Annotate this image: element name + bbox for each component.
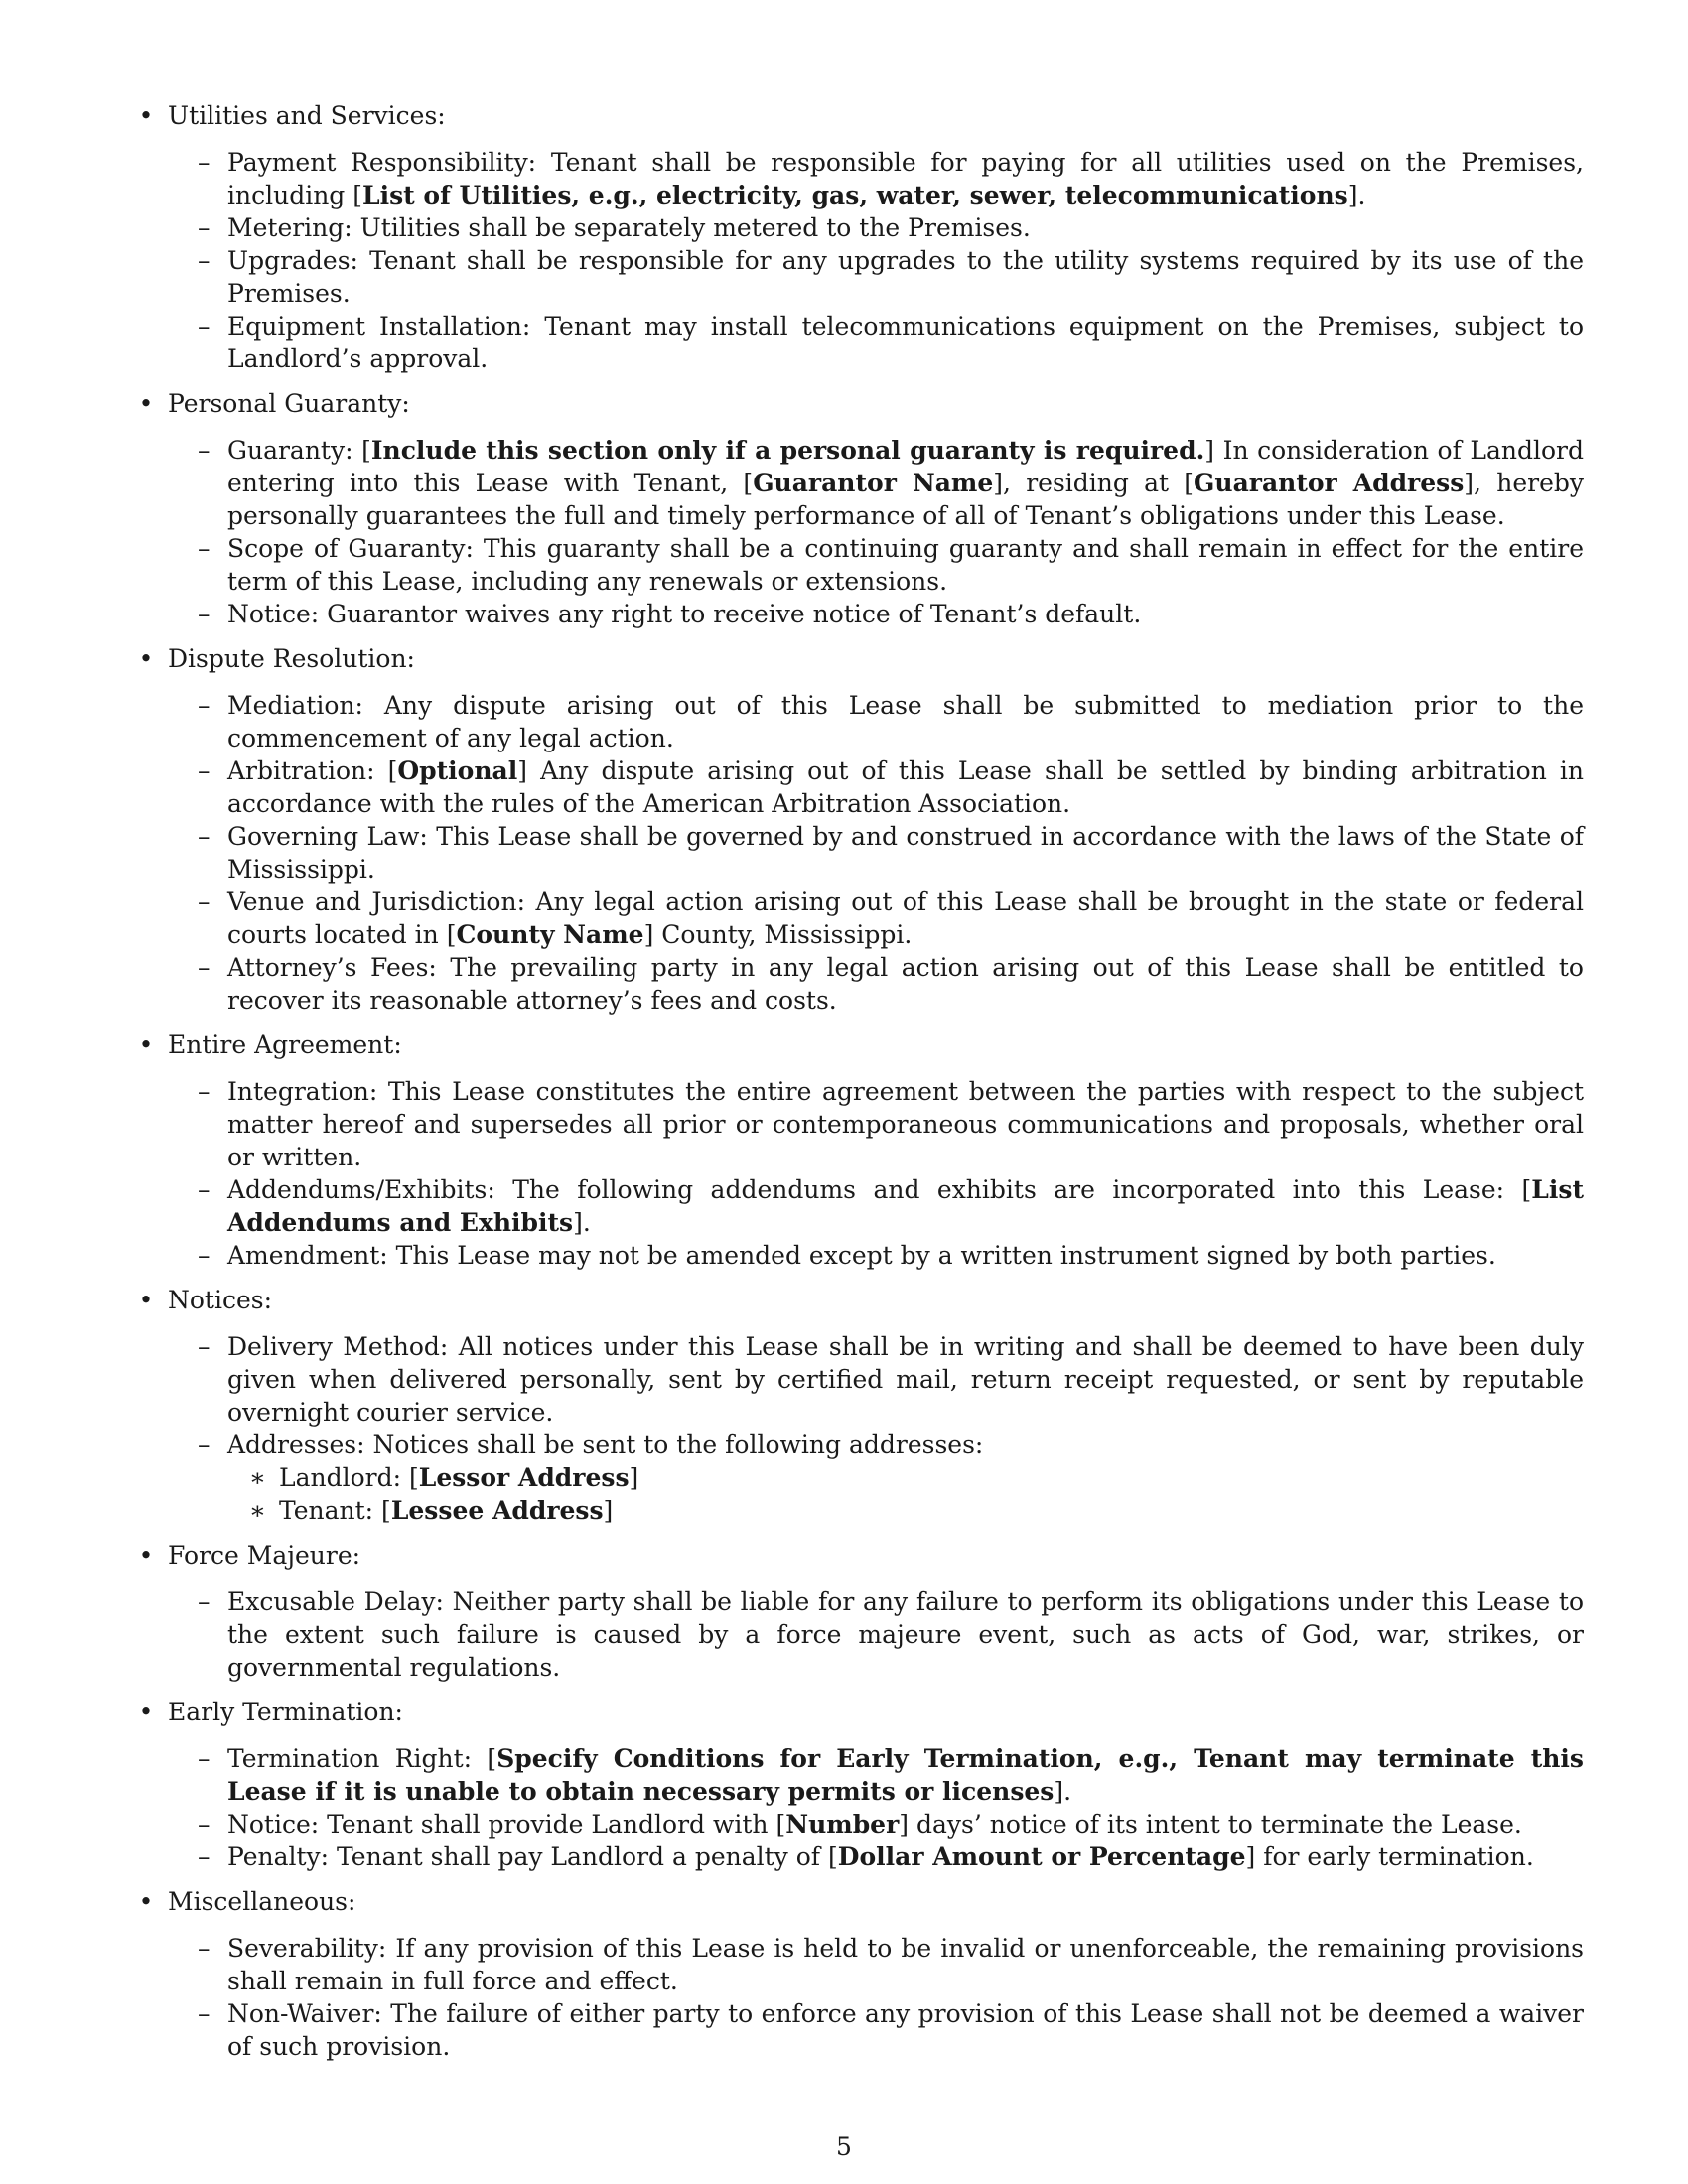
item-list [168, 1742, 1584, 1873]
list-item: – Payment Responsibility: Tenant shall be responsible for paying for all utilities used on the Premises, including [List of Utilities, e.g., electricity, gas, water, sewer, telecommunications]. [227, 146, 1584, 211]
item-list [168, 1932, 1584, 2063]
item-list [168, 1330, 1584, 1527]
list-item: – Scope of Guaranty: This guaranty shall be a continuing guaranty and shall remain in effect for the entire term of this Lease, including any renewals or extensions. [227, 532, 1584, 598]
item-list [168, 434, 1584, 630]
section-miscellaneous [136, 1885, 1584, 2063]
section-title: • Dispute Resolution: [168, 642, 1584, 675]
list-item: – Severability: If any provision of this Lease is held to be invalid or unenforceable, the remaining provisions shall remain in full force and effect. [227, 1932, 1584, 1997]
list-item: – Equipment Installation: Tenant may install telecommunications equipment on the Premises, subject to Landlord’s approval. [227, 310, 1584, 375]
list-item: – Guaranty: [Include this section only if a personal guaranty is required.] In consideration of Landlord entering into this Lease with Tenant, [Guarantor Name], residing at [Guarantor Address], hereby personally guarantees the full and timely performance of all of Tenant’s obligations under this Lease. [227, 434, 1584, 532]
list-item: – Non-Waiver: The failure of either party to enforce any provision of this Lease shall not be deemed a waiver of such provision. [227, 1997, 1584, 2063]
section-personal-guaranty [136, 387, 1584, 630]
section-title: • Utilities and Services: [168, 99, 1584, 132]
section-force-majeure [136, 1539, 1584, 1684]
list-item: – Delivery Method: All notices under this Lease shall be in writing and shall be deemed to have been duly given when delivered personally, sent by certified mail, return receipt requested, or sent by reputable overnight courier service. [227, 1330, 1584, 1429]
section-title: • Personal Guaranty: [168, 387, 1584, 420]
section-title: • Miscellaneous: [168, 1885, 1584, 1918]
list-item: – Integration: This Lease constitutes the entire agreement between the parties with respect to the subject matter hereof and supersedes all prior or contemporaneous communications and proposals, whether oral or written. [227, 1075, 1584, 1173]
list-item: – Amendment: This Lease may not be amended except by a written instrument signed by both parties. [227, 1239, 1584, 1272]
section-entire-agreement [136, 1028, 1584, 1272]
list-item: – Arbitration: [Optional] Any dispute arising out of this Lease shall be settled by binding arbitration in accordance with the rules of the American Arbitration Association. [227, 754, 1584, 820]
list-item: – Excusable Delay: Neither party shall be liable for any failure to perform its obligations under this Lease to the extent such failure is caused by a force majeure event, such as acts of God, war, strikes, or governmental regulations. [227, 1585, 1584, 1684]
list-item: – Notice: Tenant shall provide Landlord with [Number] days’ notice of its intent to terminate the Lease. [227, 1808, 1584, 1841]
list-item: – Mediation: Any dispute arising out of this Lease shall be submitted to mediation prior to the commencement of any legal action. [227, 689, 1584, 754]
address-item-tenant: ∗ Tenant: [Lessee Address] [279, 1494, 1584, 1527]
item-list [168, 146, 1584, 375]
section-early-termination [136, 1696, 1584, 1873]
section-title: • Early Termination: [168, 1696, 1584, 1728]
section-title: • Notices: [168, 1284, 1584, 1316]
page-number: 5 [836, 2132, 852, 2161]
list-item: – Addresses: Notices shall be sent to the following addresses: ∗ Landlord: [Lessor Address] ∗ Tenant: [Lessee Address] [227, 1429, 1584, 1527]
document-content [136, 99, 1584, 2075]
list-item: – Venue and Jurisdiction: Any legal action arising out of this Lease shall be brought in the state or federal courts located in [County Name] County, Mississippi. [227, 886, 1584, 951]
list-item: – Addendums/Exhibits: The following addendums and exhibits are incorporated into this Lease: [List Addendums and Exhibits]. [227, 1173, 1584, 1239]
item-list [168, 1075, 1584, 1272]
list-item: – Termination Right: [Specify Conditions for Early Termination, e.g., Tenant may terminate this Lease if it is unable to obtain necessary permits or licenses]. [227, 1742, 1584, 1808]
item-list [168, 689, 1584, 1017]
address-item-landlord: ∗ Landlord: [Lessor Address] [279, 1461, 1584, 1494]
section-title: • Entire Agreement: [168, 1028, 1584, 1061]
section-utilities [136, 99, 1584, 375]
list-item: – Metering: Utilities shall be separately metered to the Premises. [227, 211, 1584, 244]
section-dispute-resolution [136, 642, 1584, 1017]
item-list [168, 1585, 1584, 1684]
list-item: – Penalty: Tenant shall pay Landlord a penalty of [Dollar Amount or Percentage] for early termination. [227, 1841, 1584, 1873]
section-title: • Force Majeure: [168, 1539, 1584, 1571]
list-item: – Notice: Guarantor waives any right to receive notice of Tenant’s default. [227, 598, 1584, 630]
section-notices [136, 1284, 1584, 1527]
list-item: – Attorney’s Fees: The prevailing party in any legal action arising out of this Lease shall be entitled to recover its reasonable attorney’s fees and costs. [227, 951, 1584, 1017]
address-list [227, 1461, 1584, 1527]
list-item: – Upgrades: Tenant shall be responsible for any upgrades to the utility systems required by its use of the Premises. [227, 244, 1584, 310]
list-item: – Governing Law: This Lease shall be governed by and construed in accordance with the laws of the State of Mississippi. [227, 820, 1584, 886]
